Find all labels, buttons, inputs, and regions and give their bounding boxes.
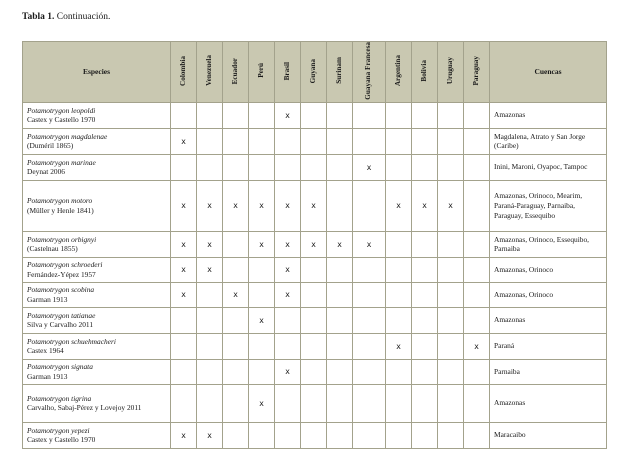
header-basins: Cuencas: [490, 42, 607, 103]
presence-cell: x: [412, 180, 438, 231]
presence-cell: [412, 333, 438, 359]
presence-cell: x: [171, 231, 197, 257]
species-author: Deynat 2006: [27, 167, 65, 177]
presence-cell: [386, 231, 412, 257]
presence-cell: [438, 102, 464, 128]
basins-cell: Maracaibo: [490, 422, 607, 448]
species-cell: [23, 384, 171, 422]
presence-cell: [249, 154, 275, 180]
presence-cell: x: [327, 231, 353, 257]
species-cell: [23, 180, 171, 231]
presence-cell: [464, 307, 490, 333]
presence-cell: [412, 422, 438, 448]
species-cell: [23, 282, 171, 307]
presence-cell: [353, 257, 386, 282]
header-country-label: Guyana: [308, 58, 317, 84]
presence-cell: [249, 333, 275, 359]
basins-cell: Amazonas: [490, 384, 607, 422]
presence-cell: [275, 128, 301, 154]
caption-label: Tabla 1.: [22, 12, 55, 22]
presence-cell: x: [249, 231, 275, 257]
presence-cell: [386, 307, 412, 333]
presence-cell: [327, 128, 353, 154]
species-author: Castex y Castello 1970: [27, 115, 96, 125]
presence-cell: x: [197, 231, 223, 257]
presence-cell: [353, 102, 386, 128]
presence-cell: x: [197, 257, 223, 282]
presence-cell: [327, 384, 353, 422]
header-country: [438, 42, 464, 103]
presence-cell: [438, 359, 464, 384]
presence-cell: [412, 307, 438, 333]
header-country: [249, 42, 275, 103]
presence-cell: [197, 282, 223, 307]
presence-cell: [386, 154, 412, 180]
species-name: Potamotrygon leopoldi: [27, 105, 96, 115]
presence-cell: [197, 102, 223, 128]
presence-cell: [386, 359, 412, 384]
presence-cell: x: [275, 102, 301, 128]
presence-cell: x: [249, 384, 275, 422]
species-cell: [23, 154, 171, 180]
table-row: [23, 180, 607, 231]
presence-cell: x: [249, 180, 275, 231]
species-name: Potamotrygon scobina: [27, 285, 95, 295]
header-country: [327, 42, 353, 103]
presence-cell: [171, 102, 197, 128]
species-author: Garman 1913: [27, 294, 68, 304]
species-cell: [23, 231, 171, 257]
presence-cell: [327, 333, 353, 359]
presence-cell: [197, 384, 223, 422]
presence-cell: [171, 359, 197, 384]
presence-cell: x: [171, 282, 197, 307]
header-country-label: Surinam: [334, 57, 343, 85]
presence-cell: [353, 333, 386, 359]
species-author: Castex y Castello 1970: [27, 435, 96, 445]
presence-cell: x: [171, 128, 197, 154]
presence-cell: [197, 307, 223, 333]
header-country-label: Guayana Francesa: [364, 42, 373, 100]
presence-cell: [223, 257, 249, 282]
table-row: [23, 333, 607, 359]
presence-cell: x: [386, 180, 412, 231]
presence-cell: [353, 384, 386, 422]
header-country: [353, 42, 386, 103]
presence-cell: [301, 359, 327, 384]
header-country-label: Uruguay: [445, 57, 454, 85]
presence-cell: [438, 384, 464, 422]
presence-cell: [327, 180, 353, 231]
presence-cell: [223, 102, 249, 128]
species-author: Garman 1913: [27, 371, 68, 381]
presence-cell: [438, 231, 464, 257]
presence-cell: [275, 333, 301, 359]
presence-cell: [438, 333, 464, 359]
header-country: [171, 42, 197, 103]
table-row: [23, 384, 607, 422]
presence-cell: [301, 282, 327, 307]
presence-cell: [301, 384, 327, 422]
presence-cell: x: [275, 282, 301, 307]
presence-cell: [301, 333, 327, 359]
presence-cell: x: [464, 333, 490, 359]
species-author: Fernández-Yépez 1957: [27, 269, 96, 279]
presence-cell: [438, 128, 464, 154]
presence-cell: x: [223, 282, 249, 307]
basins-cell: Amazonas, Orinoco: [490, 257, 607, 282]
presence-cell: x: [223, 180, 249, 231]
presence-cell: [438, 154, 464, 180]
presence-cell: x: [197, 422, 223, 448]
table-row: [23, 422, 607, 448]
presence-cell: [301, 102, 327, 128]
presence-cell: [464, 384, 490, 422]
presence-cell: [249, 257, 275, 282]
basins-cell: Amazonas: [490, 307, 607, 333]
presence-cell: x: [353, 154, 386, 180]
presence-cell: [327, 282, 353, 307]
presence-cell: [275, 422, 301, 448]
presence-cell: x: [301, 180, 327, 231]
presence-cell: x: [275, 359, 301, 384]
presence-cell: [223, 333, 249, 359]
presence-cell: [386, 128, 412, 154]
presence-cell: [223, 154, 249, 180]
header-country-label: Bolivia: [419, 60, 428, 82]
presence-cell: [327, 154, 353, 180]
caption-text: Continuación.: [56, 12, 111, 22]
header-country: [464, 42, 490, 103]
presence-cell: [464, 154, 490, 180]
presence-cell: [327, 422, 353, 448]
presence-cell: x: [171, 257, 197, 282]
presence-cell: [223, 384, 249, 422]
presence-cell: [412, 154, 438, 180]
presence-cell: [386, 422, 412, 448]
presence-cell: [353, 359, 386, 384]
table-row: [23, 102, 607, 128]
presence-cell: [249, 102, 275, 128]
presence-cell: [438, 257, 464, 282]
species-name: Potamotrygon orbignyi: [27, 234, 97, 244]
presence-cell: [412, 282, 438, 307]
presence-cell: [223, 128, 249, 154]
presence-cell: [301, 422, 327, 448]
species-name: Potamotrygon tatianae: [27, 310, 96, 320]
presence-cell: [464, 231, 490, 257]
presence-cell: [353, 128, 386, 154]
presence-cell: [412, 231, 438, 257]
presence-cell: x: [171, 422, 197, 448]
species-name: Potamotrygon yepezi: [27, 425, 90, 435]
presence-cell: [301, 128, 327, 154]
species-author: (Castelnau 1855): [27, 244, 78, 254]
presence-cell: x: [171, 180, 197, 231]
presence-cell: x: [386, 333, 412, 359]
presence-cell: [464, 282, 490, 307]
presence-cell: [223, 231, 249, 257]
header-species: Especies: [23, 42, 171, 103]
species-cell: [23, 307, 171, 333]
header-country: [412, 42, 438, 103]
presence-cell: [464, 102, 490, 128]
presence-cell: x: [197, 180, 223, 231]
header-country-label: Colombia: [178, 55, 187, 86]
species-name: Potamotrygon motoro: [27, 196, 93, 206]
presence-cell: [438, 307, 464, 333]
presence-cell: [412, 128, 438, 154]
presence-cell: [412, 102, 438, 128]
header-country-label: Paraguay: [471, 56, 480, 86]
species-name: Potamotrygon schuehmacheri: [27, 336, 116, 346]
presence-cell: [464, 180, 490, 231]
presence-cell: [223, 307, 249, 333]
presence-cell: [327, 307, 353, 333]
presence-cell: [438, 422, 464, 448]
table-row: [23, 282, 607, 307]
presence-cell: [386, 102, 412, 128]
presence-cell: x: [275, 180, 301, 231]
table-row: [23, 154, 607, 180]
species-author: Castex 1964: [27, 346, 64, 356]
presence-cell: x: [249, 307, 275, 333]
species-author: (Müller y Henle 1841): [27, 205, 94, 215]
basins-cell: Amazonas, Orinoco, Essequibo, Parnaiba: [490, 231, 607, 257]
basins-cell: Inini, Maroni, Oyapoc, Tampoc: [490, 154, 607, 180]
presence-cell: [327, 257, 353, 282]
presence-cell: [301, 257, 327, 282]
header-country: [301, 42, 327, 103]
table-row: [23, 359, 607, 384]
basins-cell: Parnaiba: [490, 359, 607, 384]
species-cell: [23, 422, 171, 448]
presence-cell: [412, 384, 438, 422]
basins-cell: Amazonas: [490, 102, 607, 128]
presence-cell: [301, 307, 327, 333]
basins-cell: Amazonas, Orinoco, Mearim, Paraná-Paraguay, Parnaiba, Paraguay, Essequibo: [490, 180, 607, 231]
table-caption: [22, 12, 110, 22]
presence-cell: [197, 359, 223, 384]
presence-cell: x: [275, 257, 301, 282]
species-distribution-table: [22, 41, 607, 449]
header-country-label: Brasil: [282, 61, 291, 81]
table-body: [23, 102, 607, 448]
species-name: Potamotrygon tigrina: [27, 393, 92, 403]
header-country-label: Argentina: [393, 55, 402, 87]
species-cell: [23, 257, 171, 282]
presence-cell: [223, 359, 249, 384]
presence-cell: [327, 359, 353, 384]
presence-cell: x: [275, 231, 301, 257]
presence-cell: [249, 359, 275, 384]
table-row: [23, 128, 607, 154]
basins-cell: Magdalena, Atrato y San Jorge (Caribe): [490, 128, 607, 154]
header-country-label: Ecuador: [230, 57, 239, 85]
presence-cell: [171, 333, 197, 359]
presence-cell: [438, 282, 464, 307]
presence-cell: [223, 422, 249, 448]
presence-cell: [412, 257, 438, 282]
presence-cell: [386, 282, 412, 307]
presence-cell: [197, 154, 223, 180]
species-author: (Duméril 1865): [27, 141, 74, 151]
presence-cell: [301, 154, 327, 180]
table-row: [23, 257, 607, 282]
presence-cell: x: [301, 231, 327, 257]
presence-cell: [249, 422, 275, 448]
presence-cell: x: [438, 180, 464, 231]
table-row: [23, 307, 607, 333]
presence-cell: [275, 384, 301, 422]
species-name: Potamotrygon magdalenae: [27, 131, 108, 141]
presence-cell: [464, 257, 490, 282]
presence-cell: [327, 102, 353, 128]
presence-cell: [386, 257, 412, 282]
header-country: [197, 42, 223, 103]
presence-cell: [464, 359, 490, 384]
header-country-label: Venezuela: [204, 55, 213, 87]
presence-cell: [353, 282, 386, 307]
basins-cell: Paraná: [490, 333, 607, 359]
presence-cell: [353, 422, 386, 448]
header-country: [223, 42, 249, 103]
presence-cell: [275, 154, 301, 180]
presence-cell: [171, 384, 197, 422]
basins-cell: Amazonas, Orinoco: [490, 282, 607, 307]
presence-cell: [412, 359, 438, 384]
presence-cell: [464, 422, 490, 448]
species-cell: [23, 128, 171, 154]
species-author: Carvalho, Sabaj-Pérez y Lovejoy 2011: [27, 403, 142, 413]
species-name: Potamotrygon signata: [27, 362, 93, 372]
table-row: [23, 231, 607, 257]
presence-cell: [386, 384, 412, 422]
species-name: Potamotrygon marinae: [27, 157, 96, 167]
header-country: [386, 42, 412, 103]
presence-cell: [275, 307, 301, 333]
presence-cell: [171, 154, 197, 180]
presence-cell: x: [353, 231, 386, 257]
header-row: [23, 42, 607, 103]
presence-cell: [197, 333, 223, 359]
presence-cell: [249, 282, 275, 307]
species-cell: [23, 359, 171, 384]
presence-cell: [171, 307, 197, 333]
species-cell: [23, 102, 171, 128]
species-name: Potamotrygon schroederi: [27, 260, 103, 270]
header-country: [275, 42, 301, 103]
presence-cell: [353, 180, 386, 231]
header-country-label: Perú: [256, 63, 265, 79]
presence-cell: [464, 128, 490, 154]
species-cell: [23, 333, 171, 359]
presence-cell: [353, 307, 386, 333]
presence-cell: [249, 128, 275, 154]
species-author: Silva y Carvalho 2011: [27, 320, 94, 330]
presence-cell: [197, 128, 223, 154]
